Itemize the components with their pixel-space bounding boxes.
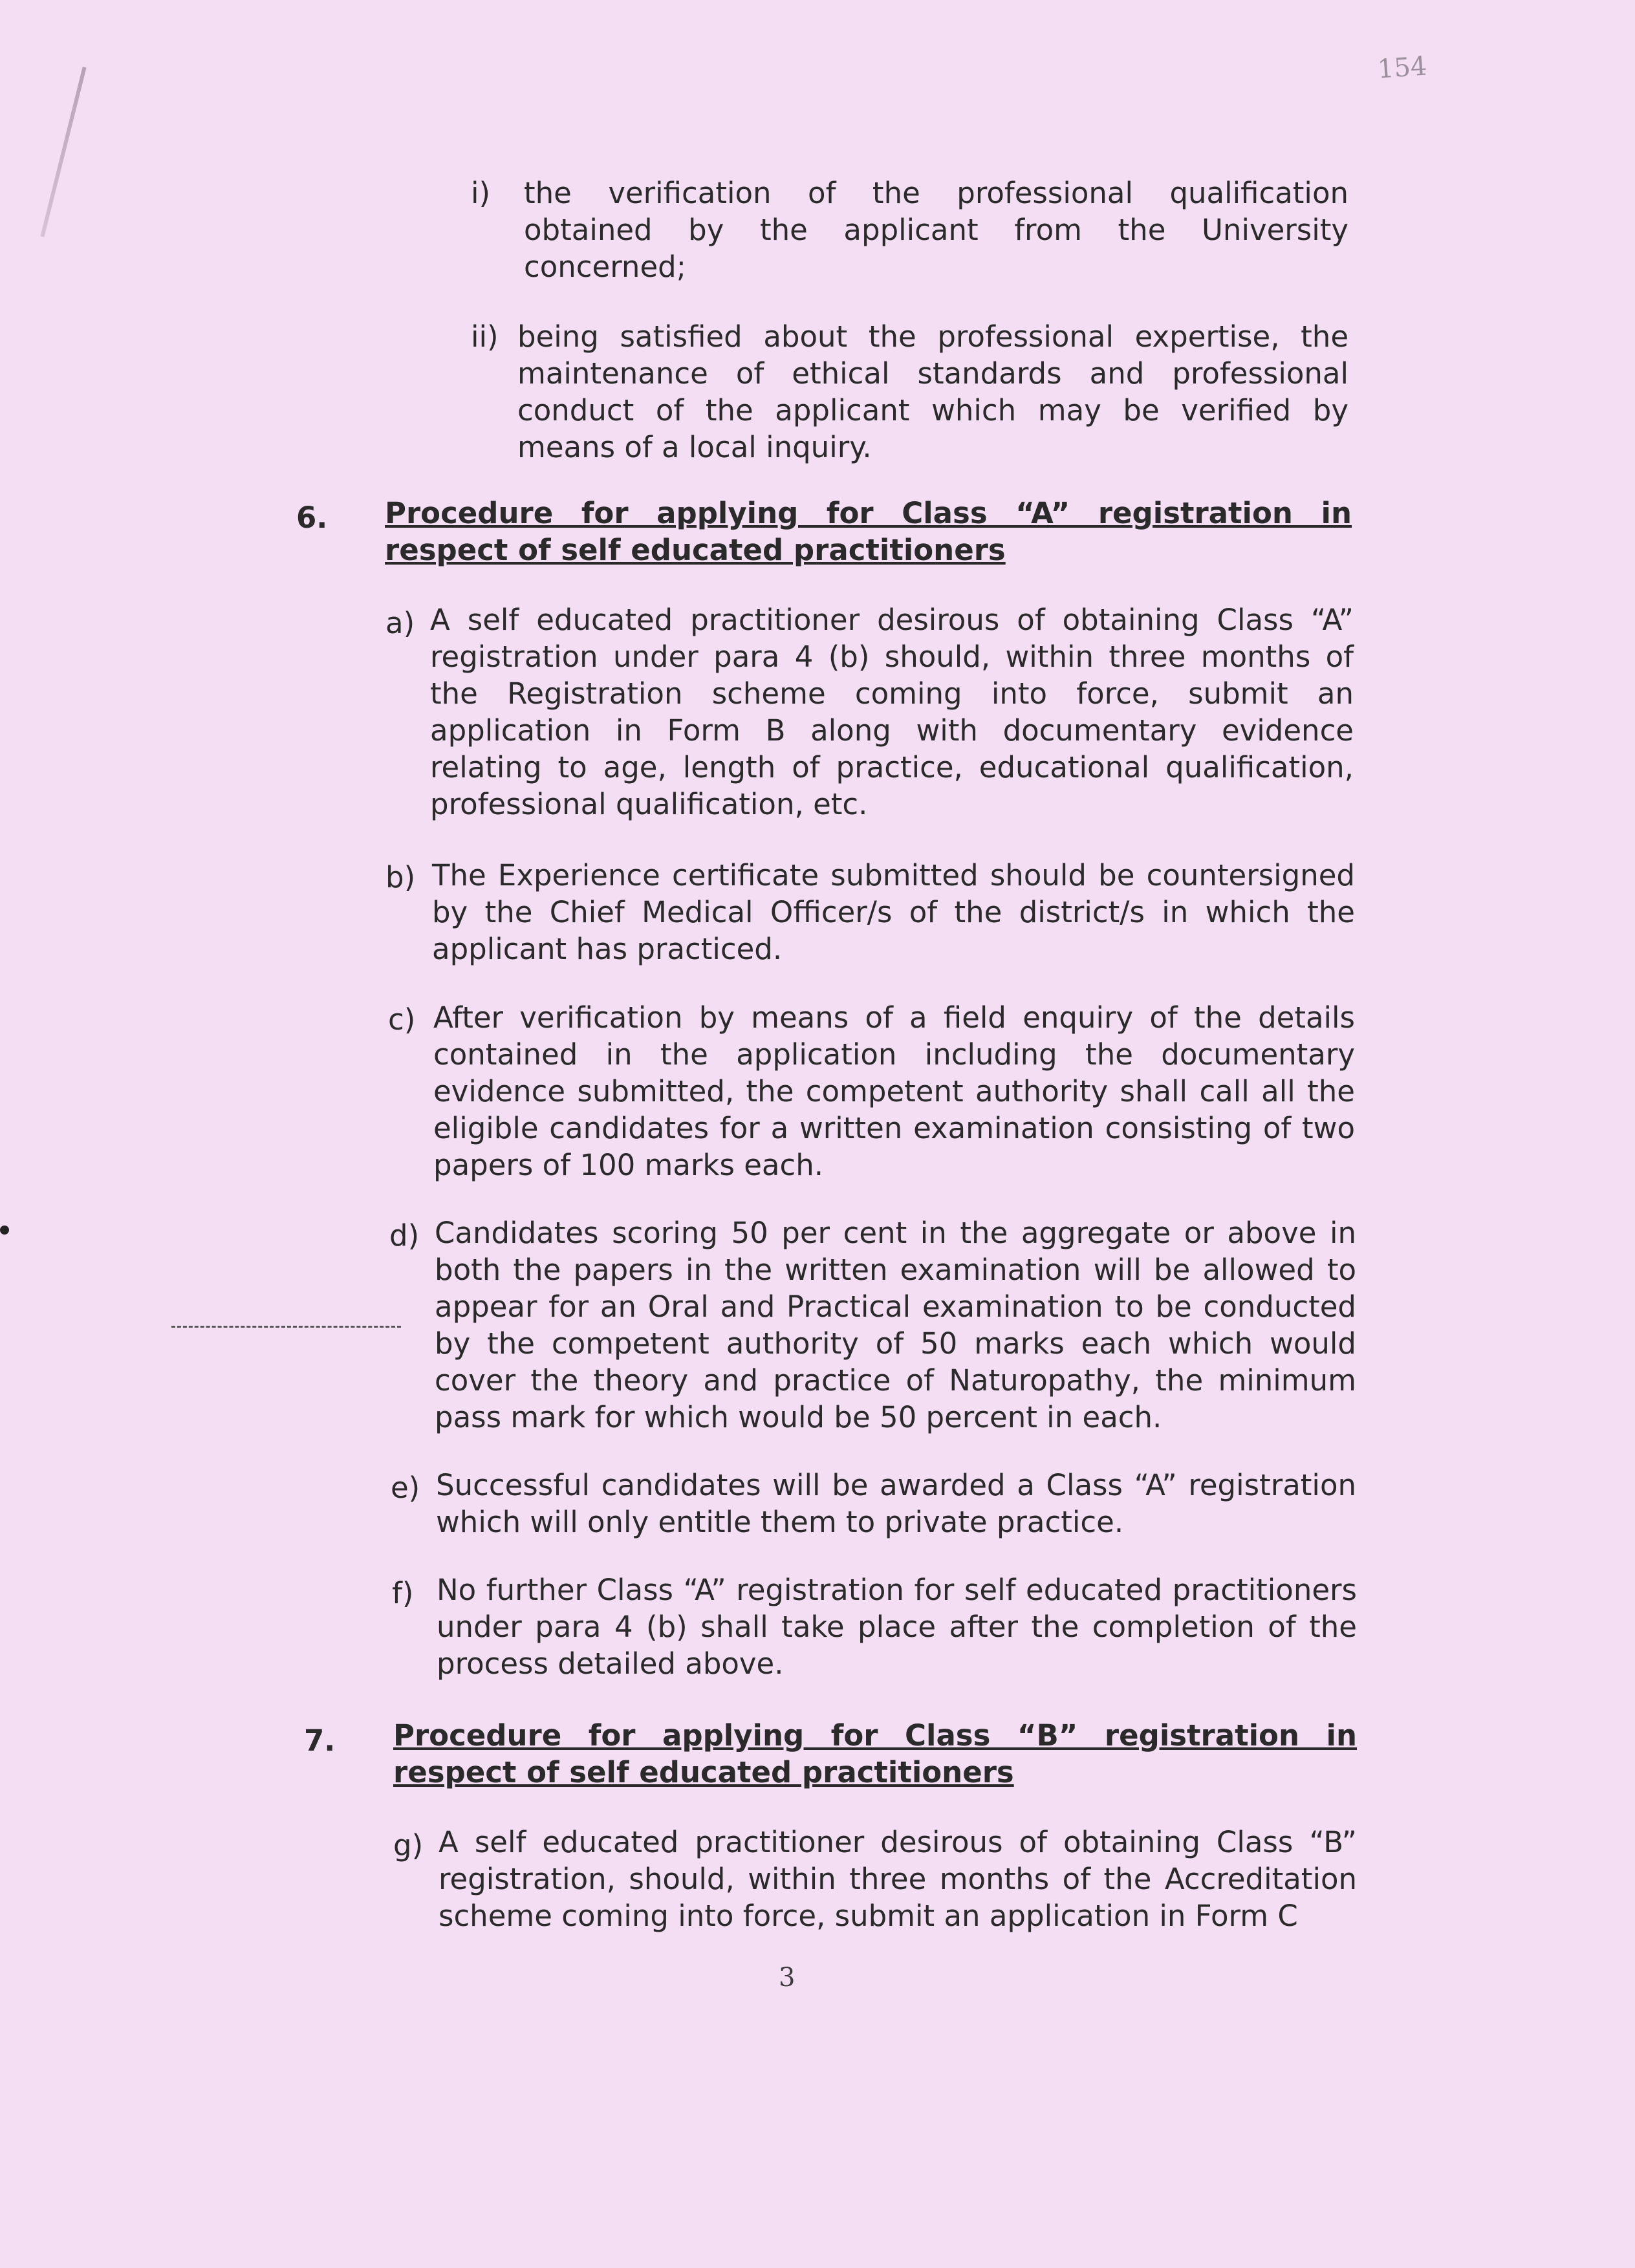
list-item-label: f) [392, 1576, 414, 1610]
list-item-text: A self educated practitioner desirous of obtaining Class “A” registration under para 4 (b) should, within three months of the Registration scheme coming into force, submit an application in Form B along with documentary evidence relating to age, length of practice, educational qualification, professional qualification, etc. [430, 603, 1354, 821]
section-number: 7. [304, 1723, 336, 1758]
list-item-label: b) [385, 860, 416, 894]
list-item-text: Successful candidates will be awarded a Class “A” registration which will only entitle them to private practice. [436, 1468, 1356, 1539]
section-title: Procedure for applying for Class “B” registration in respect of self educated practitioners [393, 1718, 1357, 1789]
section-title: Procedure for applying for Class “A” registration in respect of self educated practitioners [385, 496, 1352, 567]
list-item-label: g) [393, 1828, 424, 1863]
list-item-text: After verification by means of a field enquiry of the details contained in the application including the documentary evidence submitted, the competent authority shall call all the eligible candidates for a written examination consisting of two papers of 100 marks each. [433, 1000, 1355, 1182]
clause-item-text: being satisfied about the professional expertise, the maintenance of ethical standards and professional conduct of the applicant which may be verified by means of a local inquiry. [517, 319, 1348, 464]
clause-item-label: i) [471, 176, 491, 210]
page-number: 3 [779, 1963, 796, 1993]
margin-dash-mark [171, 1326, 401, 1328]
list-item-text: A self educated practitioner desirous of obtaining Class “B” registration, should, within three months of the Accreditation scheme coming into force, submit an application in Form C [439, 1825, 1357, 1933]
section-number: 6. [296, 501, 328, 535]
list-item-text: No further Class “A” registration for self educated practitioners under para 4 (b) shall take place after the completion of the process detailed above. [437, 1573, 1357, 1681]
list-item-label: e) [391, 1471, 420, 1505]
clause-item-text: the verification of the professional qualification obtained by the applicant from the University concerned; [524, 176, 1348, 284]
list-item-text: The Experience certificate submitted should be countersigned by the Chief Medical Officer/s of the district/s in which the applicant has practiced. [432, 858, 1355, 966]
scan-edge-mark [40, 67, 86, 237]
list-item-text: Candidates scoring 50 per cent in the aggregate or above in both the papers in the written examination will be allowed to appear for an Oral and Practical examination to be conducted by the competent authority of 50 marks each which would cover the theory and practice of Naturopathy, the minimum pass mark for which would be 50 percent in each. [435, 1216, 1356, 1434]
scan-punch-mark [0, 1226, 9, 1235]
list-item-label: c) [388, 1002, 416, 1037]
page-reference-number: 154 [1376, 51, 1428, 85]
clause-item-label: ii) [471, 319, 499, 354]
list-item-label: d) [389, 1218, 420, 1253]
list-item-label: a) [385, 606, 415, 640]
